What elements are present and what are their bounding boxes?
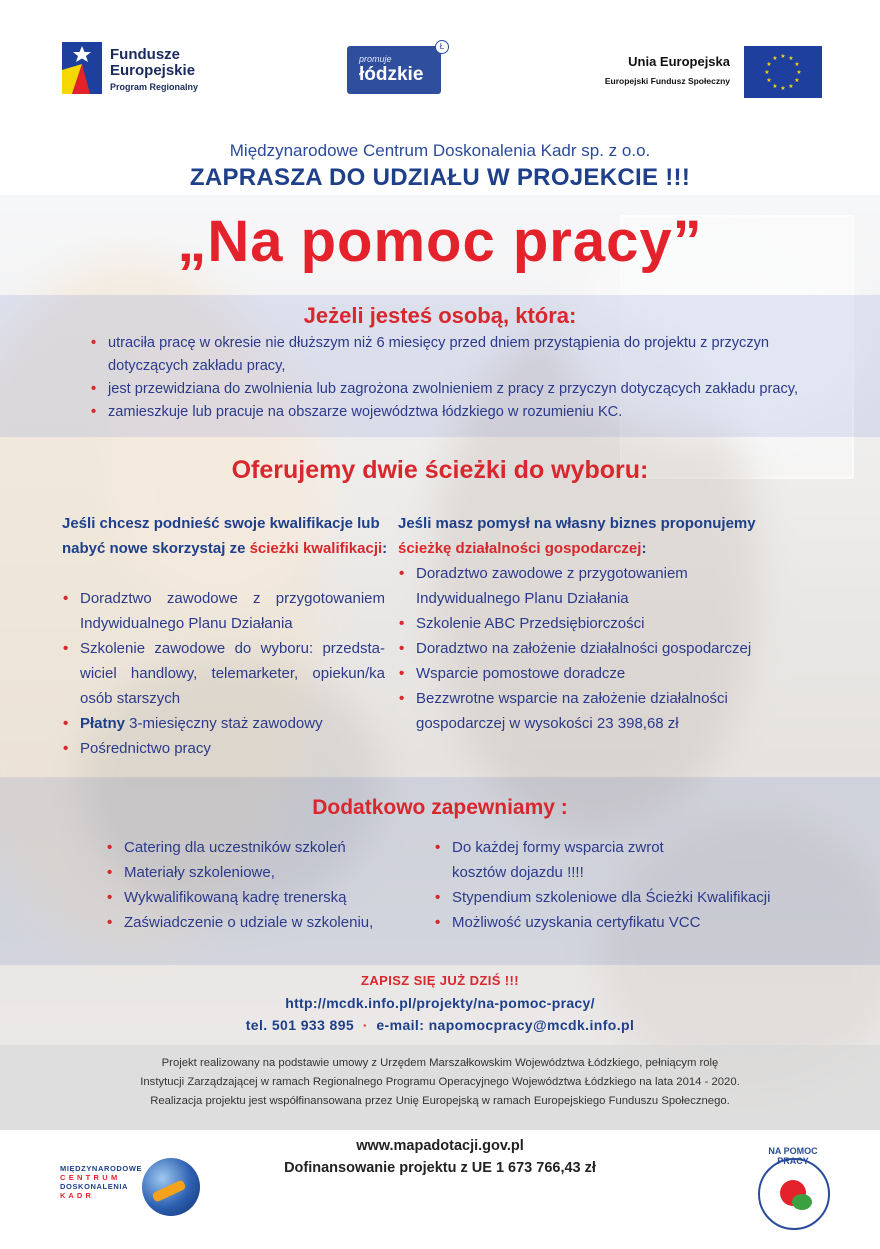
criteria-item: • utraciła pracę w okresie nie dłuższym niż 6 miesięcy przed dniem przystąpienia do projektu z przyczyn dotyczących zakładu pracy, xyxy=(88,332,848,378)
extra-item: • Wykwalifikowaną kadrę trenerską xyxy=(104,885,404,910)
unia-europejska-logo xyxy=(560,46,822,98)
qualification-path-name: ścieżki kwalifikacji xyxy=(249,540,383,557)
lodzkie-small-text: promuje xyxy=(359,54,392,64)
qualification-intro-colon: : xyxy=(382,540,388,557)
extra-list-left xyxy=(104,835,404,935)
business-intro-text: Jeśli masz pomysł na własny biznes proponujemy xyxy=(398,515,756,532)
business-item: • Doradztwo zawodowe z przygotowaniem Indywidualnego Planu Działania xyxy=(396,561,796,611)
svg-text:★: ★ xyxy=(766,61,772,68)
phone-number[interactable]: tel. 501 933 895 xyxy=(245,1017,355,1033)
extra-item: • Zaświadczenie o udziale w szkoleniu, xyxy=(104,910,404,935)
contact-separator: · xyxy=(362,1017,368,1033)
business-path-list xyxy=(396,561,796,736)
funding-amount: Dofinansowanie projektu z UE 1 673 766,43 zł xyxy=(284,1160,596,1176)
extra-item: • Catering dla uczestników szkoleń xyxy=(104,835,404,860)
fe-flag-icon xyxy=(60,40,104,96)
internship-text: 3-miesięczny staż zawodowy xyxy=(125,715,323,732)
business-item: • Doradztwo na założenie działalności gospodarczej xyxy=(396,636,796,661)
business-item: • Szkolenie ABC Przedsiębiorczości xyxy=(396,611,796,636)
project-url-link[interactable]: http://mcdk.info.pl/projekty/na-pomoc-pracy/ xyxy=(285,995,595,1011)
mcdk-logo-line: MIĘDZYNARODOWE xyxy=(60,1164,143,1173)
extra-heading: Dodatkowo zapewniamy : xyxy=(312,796,568,819)
qualification-item: • Szkolenie zawodowe do wyboru: przedsta-wiciel handlowy, telemarketer, opiekun/ka osób starszych xyxy=(60,636,385,711)
qualification-item: • Pośrednictwo pracy xyxy=(60,736,385,761)
contact-line xyxy=(0,1017,880,1033)
invite-heading: ZAPRASZA DO UDZIAŁU W PROJEKCIE !!! xyxy=(189,164,691,191)
mcdk-logo-line: K A D R xyxy=(60,1191,92,1200)
mcdk-logo xyxy=(60,1158,210,1222)
svg-text:★: ★ xyxy=(772,83,778,90)
signup-callout: ZAPISZ SIĘ JUŻ DZIŚ !!! xyxy=(361,973,519,988)
criteria-list xyxy=(88,332,848,424)
criteria-heading: Jeżeli jesteś osobą, która: xyxy=(303,303,577,328)
organizer-name: Międzynarodowe Centrum Doskonalenia Kadr sp. z o.o. xyxy=(229,141,651,160)
legal-notice xyxy=(60,1054,820,1111)
extra-item: • Stypendium szkoleniowe dla Ścieżki Kwalifikacji xyxy=(432,885,852,910)
criteria-item: • jest przewidziana do zwolnienia lub zagrożona zwolnieniem z pracy z przyczyn dotyczących zakładu pracy, xyxy=(88,378,848,401)
npp-logo-text: NA POMOC PRACY xyxy=(768,1146,818,1166)
qualification-item-internship xyxy=(60,711,385,736)
qualification-intro-text: Jeśli chcesz podnieść swoje kwalifikacje lub nabyć nowe skorzystaj ze xyxy=(62,515,380,557)
legal-line: Projekt realizowany na podstawie umowy z Urzędem Marszałkowskim Województwa Łódzkiego, pełniącym rolę xyxy=(161,1057,719,1069)
mcdk-logo-text xyxy=(60,1164,142,1200)
legal-line: Realizacja projektu jest współfinansowana przez Unię Europejską w ramach Europejskiego Funduszu Społecznego. xyxy=(150,1095,730,1107)
fundusze-europejskie-logo xyxy=(60,40,240,100)
extra-item: • Możliwość uzyskania certyfikatu VCC xyxy=(432,910,852,935)
svg-text:★: ★ xyxy=(788,55,794,62)
svg-text:★: ★ xyxy=(780,85,786,92)
eu-flag-icon xyxy=(744,46,822,98)
business-item: • Wsparcie pomostowe doradcze xyxy=(396,661,796,686)
project-title: „Na pomoc pracy” xyxy=(177,209,703,274)
ue-logo-line1: Unia Europejska xyxy=(628,54,730,69)
person-figure-icon-2 xyxy=(792,1194,812,1210)
criteria-item: • zamieszkuje lub pracuje na obszarze województwa łódzkiego w rozumieniu KC. xyxy=(88,401,848,424)
business-path-intro xyxy=(398,511,798,561)
mcdk-logo-line: C E N T R U M xyxy=(60,1173,118,1182)
legal-line: Instytucji Zarządzającej w ramach Regionalnego Programu Operacyjnego Województwa Łódzkiego na lata 2014 - 2020. xyxy=(140,1076,740,1088)
promuje-lodzkie-logo xyxy=(347,40,449,96)
extra-item: • Materiały szkoleniowe, xyxy=(104,860,404,885)
email-link[interactable]: e-mail: napomocpracy@mcdk.info.pl xyxy=(376,1017,635,1033)
ue-logo-line2: Europejski Fundusz Społeczny xyxy=(604,76,730,86)
qualification-path-intro xyxy=(62,511,392,561)
fe-logo-line3: Program Regionalny xyxy=(110,82,199,92)
mcdk-logo-line: DOSKONALENIA xyxy=(60,1182,129,1191)
fe-logo-line1: Fundusze xyxy=(110,46,180,63)
lodzkie-big-text: łódzkie xyxy=(359,64,424,85)
offer-heading: Oferujemy dwie ścieżki do wyboru: xyxy=(231,456,649,484)
svg-text:★: ★ xyxy=(788,83,794,90)
svg-text:★: ★ xyxy=(772,55,778,62)
business-path-name: ścieżkę działalności gospodarczej xyxy=(398,540,642,557)
svg-text:★: ★ xyxy=(766,77,772,84)
svg-text:★: ★ xyxy=(794,77,800,84)
business-item: • Bezzwrotne wsparcie na założenie działalności gospodarczej w wysokości 23 398,68 zł xyxy=(396,686,796,736)
na-pomoc-pracy-logo xyxy=(752,1146,834,1228)
paid-label: Płatny xyxy=(80,715,126,732)
qualification-path-list xyxy=(60,586,385,761)
svg-text:★: ★ xyxy=(794,61,800,68)
mapadotacji-link[interactable]: www.mapadotacji.gov.pl xyxy=(356,1138,524,1154)
svg-text:★: ★ xyxy=(796,69,802,76)
lodzkie-mark-icon: Ł xyxy=(435,40,449,54)
svg-text:★: ★ xyxy=(780,53,786,60)
business-intro-colon: : xyxy=(641,540,647,557)
qualification-item: • Doradztwo zawodowe z przygotowaniem Indywidualnego Planu Działania xyxy=(60,586,385,636)
fe-logo-line2: Europejskie xyxy=(110,62,196,79)
extra-item: • Do każdej formy wsparcia zwrot kosztów dojazdu !!!! xyxy=(432,835,682,885)
svg-text:★: ★ xyxy=(764,69,770,76)
extra-list-right xyxy=(432,835,852,935)
